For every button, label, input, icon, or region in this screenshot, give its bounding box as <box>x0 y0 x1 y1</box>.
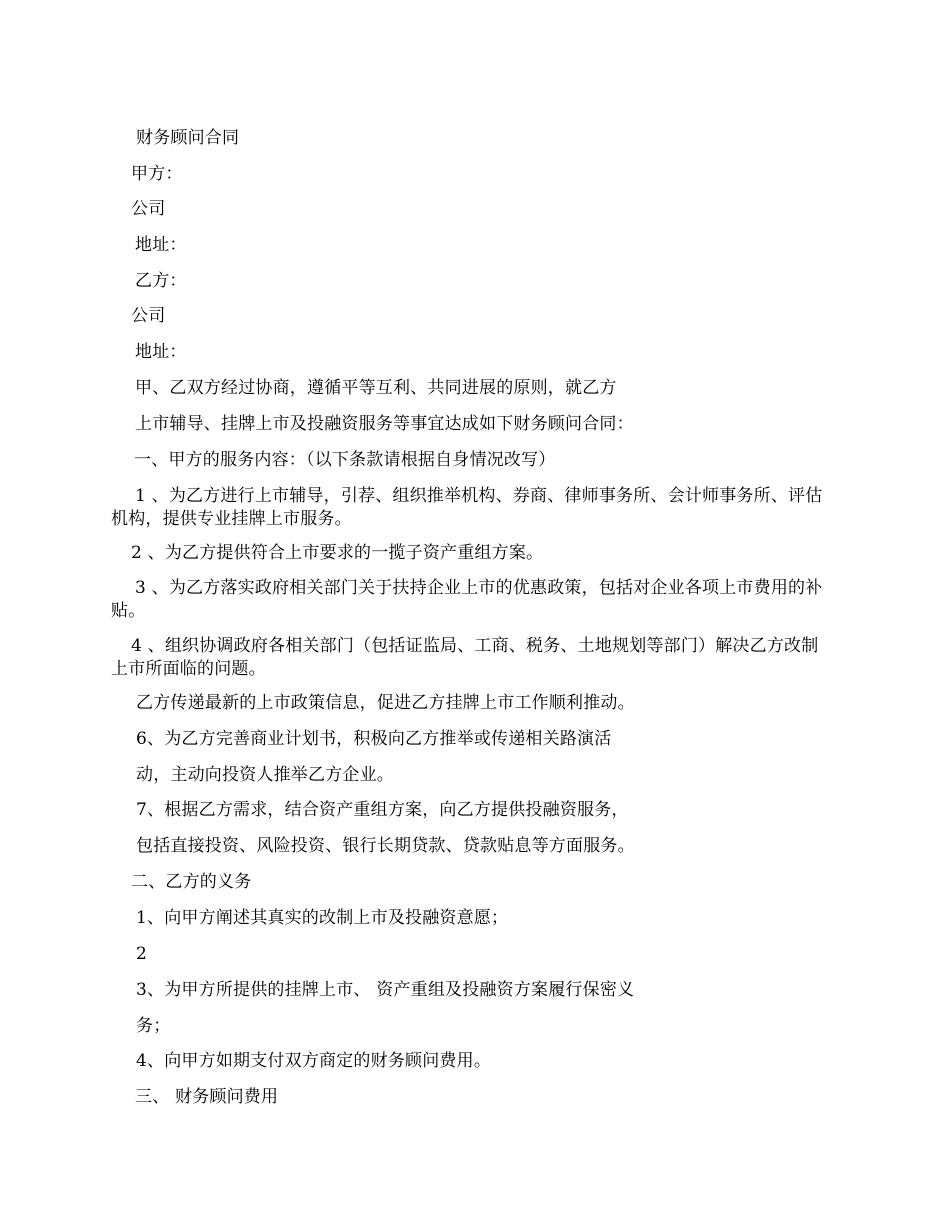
intro-line-1: 甲、乙双方经过协商，遵循平等互利、共同进展的原则，就乙方 <box>135 378 617 398</box>
section-1-item-4: 4 、组织协调政府各相关部门（包括证监局、工商、税务、土地规划等部门）解决乙方改制上市所面临的问题。 <box>111 636 819 679</box>
section-1-item-7-line-1: 7、根据乙方需求，结合资产重组方案，向乙方提供投融资服务， <box>136 800 629 820</box>
section-1-item-6-line-2: 动，主动向投资人推举乙方企业。 <box>136 765 394 785</box>
party-a-company: 公司 <box>131 199 166 219</box>
party-b-company: 公司 <box>131 306 166 326</box>
section-3-heading: 三、 财务顾问费用 <box>135 1087 279 1107</box>
section-2-item-3-line-2: 务； <box>136 1016 171 1036</box>
section-2-item-4: 4、向甲方如期支付双方商定的财务顾问费用。 <box>136 1051 492 1071</box>
section-2-item-2: 2 <box>136 944 148 964</box>
section-1-item-6-line-1: 6、为乙方完善商业计划书，积极向乙方推举或传递相关路演活 <box>136 729 612 749</box>
party-b-label: 乙方： <box>135 271 187 291</box>
section-1-item-1: 1 、为乙方进行上市辅导，引荐、组织推举机构、券商、律师事务所、会计师事务所、评估机构，提供专业挂牌上市服务。 <box>111 486 823 529</box>
section-1-item-5: 乙方传递最新的上市政策信息，促进乙方挂牌上市工作顺利推动。 <box>136 693 635 713</box>
section-1-item-3: 3 、为乙方落实政府相关部门关于扶持企业上市的优惠政策，包括对企业各项上市费用的补贴。 <box>111 578 823 621</box>
section-2-heading: 二、乙方的义务 <box>131 872 252 892</box>
party-b-address: 地址： <box>135 342 187 362</box>
section-1-heading: 一、甲方的服务内容：（以下条款请根据自身情况改写） <box>134 450 556 470</box>
intro-line-2: 上市辅导、挂牌上市及投融资服务等事宜达成如下财务顾问合同： <box>135 414 634 434</box>
party-a-address: 地址： <box>135 235 187 255</box>
section-1-item-2: 2 、为乙方提供符合上市要求的一揽子资产重组方案。 <box>131 543 544 563</box>
section-2-item-1: 1、向甲方阐述其真实的改制上市及投融资意愿； <box>136 908 509 928</box>
section-2-item-3-line-1: 3、为甲方所提供的挂牌上市、 资产重组及投融资方案履行保密义 <box>136 980 635 1000</box>
section-1-item-7-line-2: 包括直接投资、风险投资、银行长期贷款、贷款贴息等方面服务。 <box>136 836 635 856</box>
party-a-label: 甲方： <box>131 164 183 184</box>
document-title: 财务顾问合同 <box>136 128 240 148</box>
